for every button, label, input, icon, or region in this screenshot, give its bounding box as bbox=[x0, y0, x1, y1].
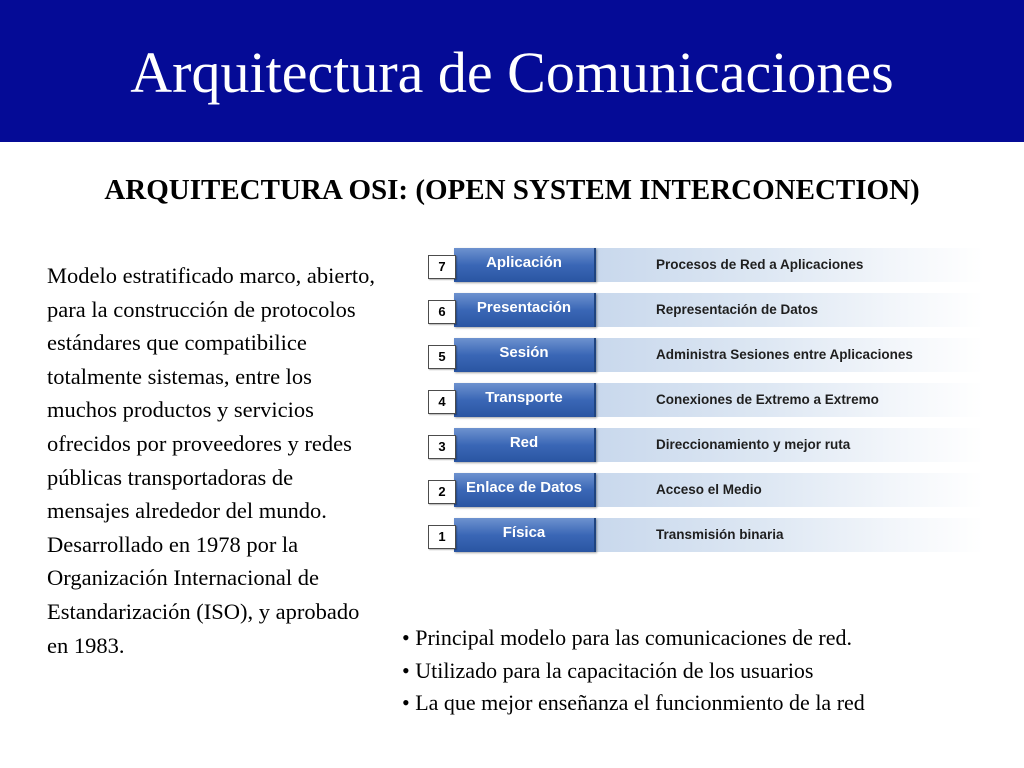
bullet-item: • Principal modelo para las comunicaciones de red. bbox=[402, 625, 852, 650]
layer-name: Red bbox=[509, 434, 539, 451]
slide-subtitle: ARQUITECTURA OSI: (OPEN SYSTEM INTERCONECTION) bbox=[104, 174, 920, 206]
layer-number: 3 bbox=[428, 435, 456, 459]
layer-number: 4 bbox=[428, 390, 456, 414]
layer-name: Enlace de Datos bbox=[466, 479, 582, 496]
bullet-list bbox=[402, 622, 1012, 720]
osi-layer-5 bbox=[424, 336, 984, 374]
layer-number: 7 bbox=[428, 255, 456, 279]
layer-description: Representación de Datos bbox=[656, 302, 819, 317]
osi-layer-2 bbox=[424, 471, 984, 509]
osi-layer-diagram bbox=[424, 246, 984, 556]
layer-description: Transmisión binaria bbox=[656, 527, 784, 542]
description-paragraph: Modelo estratificado marco, abierto, para la construcción de protocolos estándares que compatibilice totalmente sistemas, entre los muchos productos y servicios ofrecidos por proveedores y redes públicas transportadoras de mensajes alrededor del mundo. Desarrollado en 1978 por la Organización Internacional de Estandarización (ISO), y aprobado en 1983. bbox=[47, 263, 375, 658]
layer-number: 1 bbox=[428, 525, 456, 549]
bullet-item: • La que mejor enseñanza el funcionmiento de la red bbox=[402, 690, 865, 715]
layer-description: Conexiones de Extremo a Extremo bbox=[656, 392, 879, 407]
osi-layer-3 bbox=[424, 426, 984, 464]
slide-title: Arquitectura de Comunicaciones bbox=[130, 40, 894, 105]
layer-name: Presentación bbox=[476, 299, 572, 316]
layer-description-bar bbox=[584, 473, 984, 507]
layer-description: Procesos de Red a Aplicaciones bbox=[656, 257, 864, 272]
layer-description: Administra Sesiones entre Aplicaciones bbox=[656, 347, 913, 362]
layer-description: Direccionamiento y mejor ruta bbox=[656, 437, 851, 452]
osi-layer-7 bbox=[424, 246, 984, 284]
layer-number: 6 bbox=[428, 300, 456, 324]
osi-layer-4 bbox=[424, 381, 984, 419]
layer-description: Acceso el Medio bbox=[656, 482, 762, 497]
layer-name: Sesión bbox=[499, 344, 549, 361]
layer-number: 5 bbox=[428, 345, 456, 369]
osi-layer-6 bbox=[424, 291, 984, 329]
layer-name: Aplicación bbox=[486, 254, 562, 271]
layer-number: 2 bbox=[428, 480, 456, 504]
bullet-item: • Utilizado para la capacitación de los usuarios bbox=[402, 657, 814, 683]
osi-layer-1 bbox=[424, 516, 984, 554]
layer-description-bar bbox=[584, 518, 984, 552]
layer-name: Física bbox=[502, 524, 546, 541]
layer-name: Transporte bbox=[485, 389, 563, 406]
